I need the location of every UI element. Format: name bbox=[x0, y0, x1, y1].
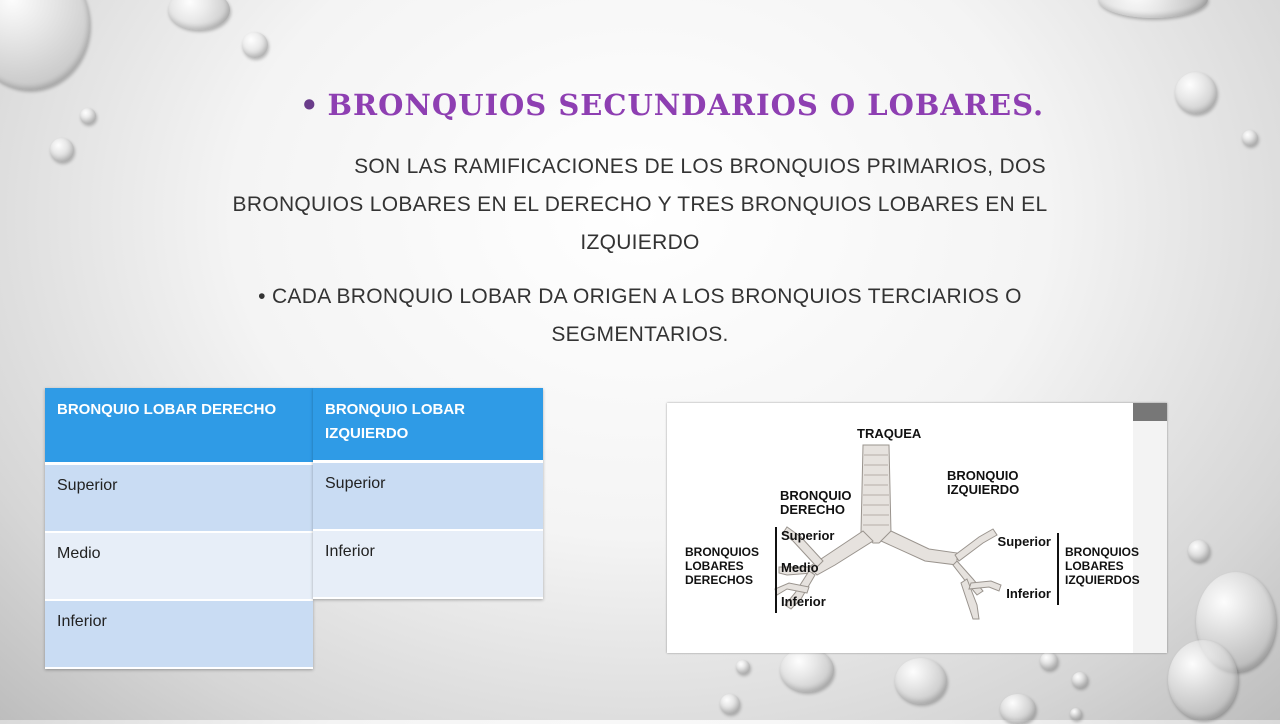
water-drop-decoration bbox=[1188, 540, 1210, 562]
left-lobar-bracket bbox=[989, 533, 1059, 605]
water-drop-decoration bbox=[168, 0, 230, 30]
label-right-lobar-bronchi: BRONQUIOS LOBARES DERECHOS bbox=[685, 545, 760, 587]
table-cell: Superior bbox=[45, 464, 313, 533]
paragraph-line: IZQUIERDO bbox=[580, 231, 700, 254]
water-drop-decoration bbox=[736, 660, 750, 674]
water-drop-decoration bbox=[720, 694, 740, 714]
water-drop-decoration bbox=[1168, 640, 1238, 720]
table-header: BRONQUIO LOBAR IZQUIERDO bbox=[313, 388, 543, 462]
water-drop-decoration bbox=[0, 0, 90, 90]
table-cell: Inferior bbox=[45, 600, 313, 668]
label-left-lobar-bronchi: BRONQUIOS LOBARES IZQUIERDOS bbox=[1065, 545, 1140, 587]
water-drop-decoration bbox=[1072, 672, 1088, 688]
table-left-lobar-bronchus bbox=[313, 388, 543, 599]
paragraph-line: SEGMENTARIOS. bbox=[551, 323, 729, 346]
water-drop-decoration bbox=[1098, 0, 1208, 18]
table-right-lobar-bronchus bbox=[45, 388, 313, 669]
water-drop-decoration bbox=[1070, 708, 1082, 720]
label-left-inferior: Inferior bbox=[1006, 586, 1051, 601]
table-cell: Inferior bbox=[313, 530, 543, 598]
heading-text: BRONQUIOS SECUNDARIOS O LOBARES. bbox=[327, 88, 1045, 122]
paragraph-bullet: • bbox=[258, 285, 266, 308]
label-trachea: TRAQUEA bbox=[857, 426, 922, 441]
water-drop-decoration bbox=[895, 658, 947, 704]
table-cell: Superior bbox=[313, 462, 543, 531]
water-drop-decoration bbox=[1242, 130, 1258, 146]
label-right-medio: Medio bbox=[781, 560, 819, 575]
table-cell: Medio bbox=[45, 532, 313, 600]
label-right-superior: Superior bbox=[781, 528, 835, 543]
bronchial-tree-figure bbox=[667, 403, 1167, 653]
paragraph-ramificaciones bbox=[120, 148, 1160, 262]
slide-heading bbox=[300, 88, 1200, 122]
paragraph-line: • CADA BRONQUIO LOBAR DA ORIGEN A LOS BRONQUIOS TERCIARIOS O bbox=[258, 285, 1022, 308]
heading-bullet: • bbox=[300, 88, 320, 122]
label-left-bronchus: BRONQUIO IZQUIERDO bbox=[947, 468, 1020, 497]
paragraph-origen bbox=[120, 278, 1160, 354]
table-header: BRONQUIO LOBAR DERECHO bbox=[45, 388, 313, 464]
water-drop-decoration bbox=[780, 648, 834, 692]
label-right-inferior: Inferior bbox=[781, 594, 826, 609]
paragraph-line: SON LAS RAMIFICACIONES DE LOS BRONQUIOS PRIMARIOS, DOS bbox=[354, 155, 1046, 178]
label-right-bronchus: BRONQUIO DERECHO bbox=[780, 488, 852, 517]
water-drop-decoration bbox=[242, 32, 268, 58]
paragraph-line: BRONQUIOS LOBARES EN EL DERECHO Y TRES BRONQUIOS LOBARES EN EL bbox=[232, 193, 1048, 216]
label-left-superior: Superior bbox=[997, 534, 1051, 549]
water-drop-decoration bbox=[50, 138, 74, 162]
water-drop-decoration bbox=[80, 108, 96, 124]
right-lobar-bracket bbox=[775, 527, 835, 613]
water-drop-decoration bbox=[1040, 652, 1058, 670]
